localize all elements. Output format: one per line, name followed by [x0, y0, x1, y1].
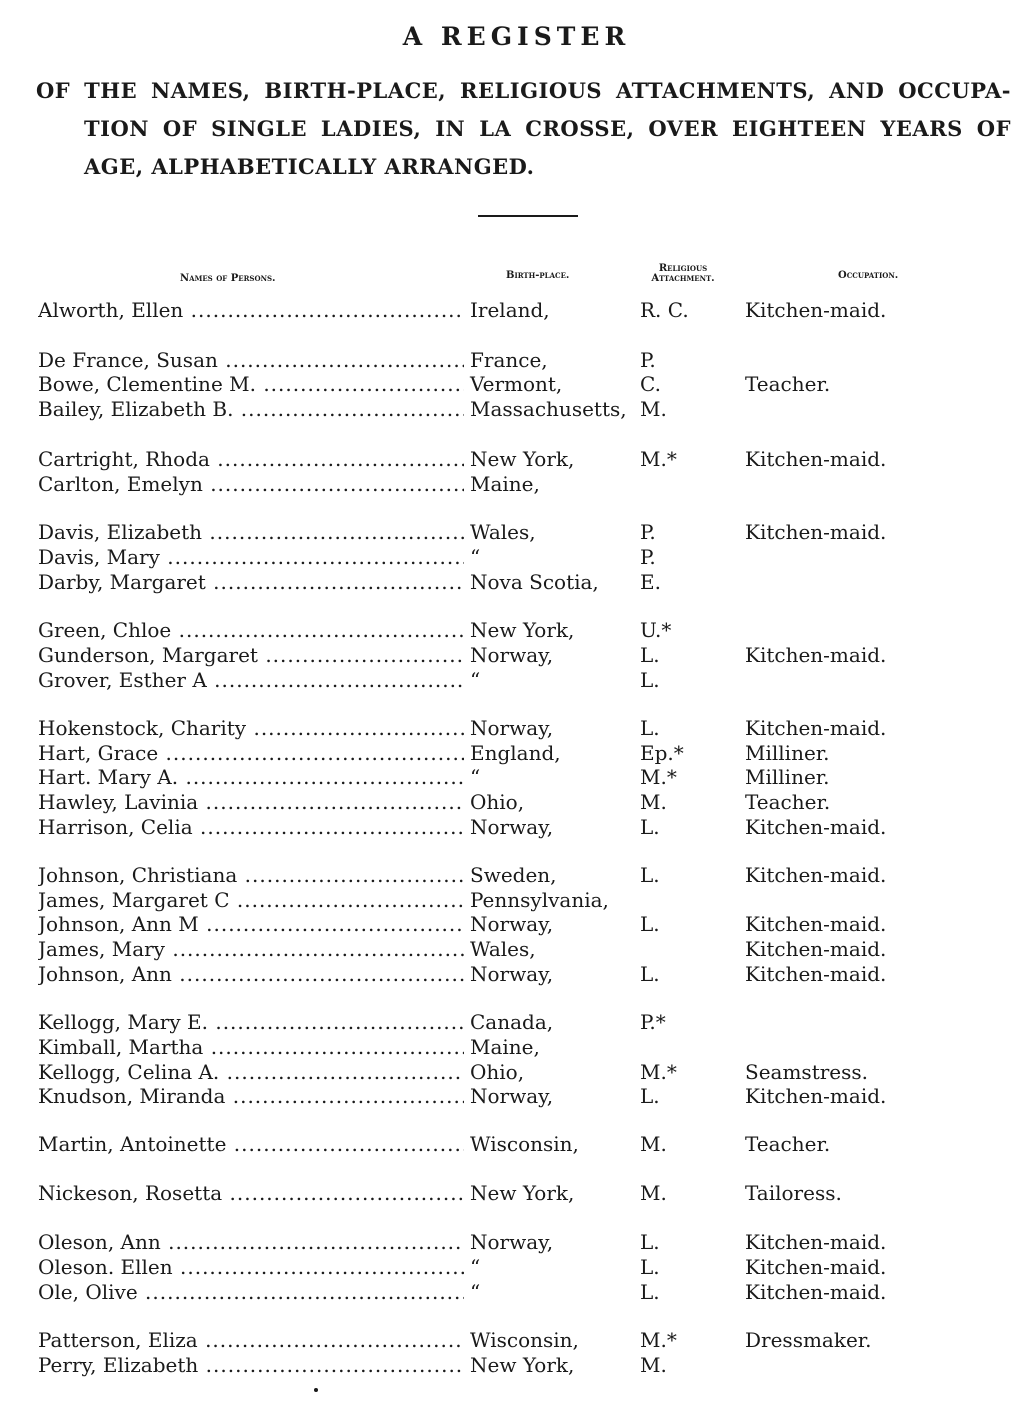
register-row — [0, 937, 1033, 961]
register-row — [0, 888, 1033, 912]
person-name: Hart. Mary A. ..... — [38, 765, 464, 789]
birth-place: Maine, — [470, 1035, 540, 1059]
religious-attachment: M. — [640, 1132, 667, 1156]
birth-place: France, — [470, 348, 548, 372]
religious-attachment: L. — [640, 1255, 660, 1279]
religious-attachment: P. — [640, 545, 656, 569]
person-name: Perry, Elizabeth ..... — [38, 1353, 464, 1377]
person-name: Davis, Mary ..... — [38, 545, 464, 569]
occupation: Seamstress. — [745, 1060, 869, 1084]
person-name: Martin, Antoinette ..... — [38, 1132, 464, 1156]
person-name: Johnson, Christiana ..... — [38, 863, 464, 887]
birth-place: Norway, — [470, 815, 554, 839]
birth-place: Wisconsin, — [470, 1132, 579, 1156]
birth-place: Pennsylvania, — [470, 888, 609, 912]
religious-attachment: C. — [640, 372, 661, 396]
religious-attachment: L. — [640, 1230, 660, 1254]
religious-attachment: M. — [640, 1181, 667, 1205]
birth-place: New York, — [470, 447, 575, 471]
birth-place: Wales, — [470, 937, 536, 961]
occupation: Kitchen-maid. — [745, 912, 887, 936]
register-row — [0, 643, 1033, 667]
religious-attachment: M. — [640, 397, 667, 421]
person-name: Kellogg, Mary E. ..... — [38, 1010, 464, 1034]
occupation: Kitchen-maid. — [745, 298, 887, 322]
register-row — [0, 741, 1033, 765]
occupation: Milliner. — [745, 765, 830, 789]
register-row — [0, 1181, 1033, 1205]
occupation: Dressmaker. — [745, 1328, 872, 1352]
register-title: A REGISTER — [402, 22, 631, 51]
person-name: Bowe, Clementine M. ..... — [38, 372, 464, 396]
heading-line-3: AGE, ALPHABETICALLY ARRANGED. — [84, 154, 535, 179]
birth-place: Maine, — [470, 472, 540, 496]
register-row — [0, 1280, 1033, 1304]
register-row — [0, 545, 1033, 569]
person-name: James, Mary ..... — [38, 937, 464, 961]
occupation: Teacher. — [745, 372, 831, 396]
register-row — [0, 1328, 1033, 1352]
register-row — [0, 668, 1033, 692]
register-row — [0, 348, 1033, 372]
religious-attachment: Ep.* — [640, 741, 684, 765]
occupation: Kitchen-maid. — [745, 716, 887, 740]
person-name: Hawley, Lavinia ..... — [38, 790, 464, 814]
person-name: Ole, Olive ..... — [38, 1280, 464, 1304]
register-row — [0, 1353, 1033, 1377]
religious-attachment: R. C. — [640, 298, 689, 322]
person-name: Cartright, Rhoda ..... — [38, 447, 464, 471]
birth-place: Wisconsin, — [470, 1328, 579, 1352]
birth-place: Norway, — [470, 962, 554, 986]
occupation: Teacher. — [745, 790, 831, 814]
birth-place: Wales, — [470, 520, 536, 544]
column-header-occupation: Occupation. — [838, 270, 899, 281]
religious-attachment: L. — [640, 1280, 660, 1304]
heading-line-1: OF THE NAMES, BIRTH-PLACE, RELIGIOUS ATTACHMENTS, AND OCCUPA- — [36, 78, 1011, 103]
register-row — [0, 1084, 1033, 1108]
person-name: De France, Susan ..... — [38, 348, 464, 372]
occupation: Milliner. — [745, 741, 830, 765]
religious-attachment: M.* — [640, 765, 677, 789]
occupation: Tailoress. — [745, 1181, 842, 1205]
register-row — [0, 863, 1033, 887]
person-name: Carlton, Emelyn ..... — [38, 472, 464, 496]
birth-place: Norway, — [470, 1084, 554, 1108]
birth-place: Sweden, — [470, 863, 557, 887]
title-divider — [478, 215, 578, 217]
religious-attachment: M.* — [640, 1060, 677, 1084]
religious-attachment: U.* — [640, 618, 672, 642]
religious-attachment: L. — [640, 912, 660, 936]
register-row — [0, 570, 1033, 594]
occupation: Kitchen-maid. — [745, 1084, 887, 1108]
register-row — [0, 1060, 1033, 1084]
birth-place: Vermont, — [470, 372, 563, 396]
person-name: Johnson, Ann M ..... — [38, 912, 464, 936]
heading-line-2: TION OF SINGLE LADIES, IN LA CROSSE, OVER EIGHTEEN YEARS OF — [84, 116, 1011, 141]
person-name: Nickeson, Rosetta ..... — [38, 1181, 464, 1205]
birth-place: “ — [470, 668, 481, 692]
birth-place: England, — [470, 741, 561, 765]
religious-attachment: L. — [640, 1084, 660, 1108]
register-row — [0, 1255, 1033, 1279]
religious-attachment: P. — [640, 348, 656, 372]
birth-place: New York, — [470, 618, 575, 642]
religious-attachment: L. — [640, 643, 660, 667]
register-row — [0, 520, 1033, 544]
religious-attachment: M. — [640, 790, 667, 814]
register-row — [0, 372, 1033, 396]
person-name: Darby, Margaret ..... — [38, 570, 464, 594]
register-row — [0, 765, 1033, 789]
column-header-birthplace: Birth-place. — [506, 270, 570, 281]
person-name: Kellogg, Celina A. ..... — [38, 1060, 464, 1084]
person-name: Oleson, Ann ..... — [38, 1230, 464, 1254]
religious-attachment: L. — [640, 962, 660, 986]
register-row — [0, 397, 1033, 421]
occupation: Kitchen-maid. — [745, 937, 887, 961]
register-row — [0, 472, 1033, 496]
birth-place: “ — [470, 545, 481, 569]
birth-place: Norway, — [470, 1230, 554, 1254]
religious-attachment: M. — [640, 1353, 667, 1377]
register-row — [0, 1230, 1033, 1254]
birth-place: New York, — [470, 1353, 575, 1377]
person-name: Kimball, Martha ..... — [38, 1035, 464, 1059]
occupation: Kitchen-maid. — [745, 962, 887, 986]
birth-place: Norway, — [470, 912, 554, 936]
religious-attachment: P.* — [640, 1010, 666, 1034]
register-row — [0, 618, 1033, 642]
religious-attachment: L. — [640, 668, 660, 692]
register-row — [0, 1132, 1033, 1156]
person-name: Johnson, Ann ..... — [38, 962, 464, 986]
occupation: Kitchen-maid. — [745, 520, 887, 544]
religious-attachment: E. — [640, 570, 661, 594]
stray-dot — [314, 1388, 318, 1392]
birth-place: Ohio, — [470, 790, 525, 814]
birth-place: Ireland, — [470, 298, 550, 322]
birth-place: Canada, — [470, 1010, 554, 1034]
register-row — [0, 298, 1033, 322]
column-header-names: Names of Persons. — [180, 273, 276, 284]
register-row — [0, 912, 1033, 936]
religious-attachment: M.* — [640, 1328, 677, 1352]
person-name: Grover, Esther A ..... — [38, 668, 464, 692]
religious-attachment: M.* — [640, 447, 677, 471]
person-name: Bailey, Elizabeth B. ..... — [38, 397, 464, 421]
register-row — [0, 815, 1033, 839]
birth-place: Massachusetts, — [470, 397, 627, 421]
person-name: Oleson. Ellen ..... — [38, 1255, 464, 1279]
occupation: Kitchen-maid. — [745, 1280, 887, 1304]
occupation: Teacher. — [745, 1132, 831, 1156]
register-row — [0, 1035, 1033, 1059]
person-name: Knudson, Miranda ..... — [38, 1084, 464, 1108]
occupation: Kitchen-maid. — [745, 643, 887, 667]
birth-place: Nova Scotia, — [470, 570, 599, 594]
birth-place: New York, — [470, 1181, 575, 1205]
person-name: Hart, Grace ..... — [38, 741, 464, 765]
person-name: Harrison, Celia ..... — [38, 815, 464, 839]
register-row — [0, 716, 1033, 740]
register-row — [0, 447, 1033, 471]
person-name: Green, Chloe ..... — [38, 618, 464, 642]
birth-place: “ — [470, 1280, 481, 1304]
column-header-religious-line-2: Attachment. — [651, 273, 715, 284]
occupation: Kitchen-maid. — [745, 447, 887, 471]
person-name: Alworth, Ellen ..... — [38, 298, 464, 322]
register-row — [0, 790, 1033, 814]
religious-attachment: L. — [640, 863, 660, 887]
birth-place: Norway, — [470, 643, 554, 667]
religious-attachment: L. — [640, 815, 660, 839]
religious-attachment: P. — [640, 520, 656, 544]
occupation: Kitchen-maid. — [745, 1255, 887, 1279]
occupation: Kitchen-maid. — [745, 815, 887, 839]
person-name: Patterson, Eliza ..... — [38, 1328, 464, 1352]
person-name: Davis, Elizabeth ..... — [38, 520, 464, 544]
birth-place: “ — [470, 765, 481, 789]
occupation: Kitchen-maid. — [745, 1230, 887, 1254]
register-row — [0, 1010, 1033, 1034]
person-name: Gunderson, Margaret ..... — [38, 643, 464, 667]
person-name: Hokenstock, Charity ..... — [38, 716, 464, 740]
person-name: James, Margaret C ..... — [38, 888, 464, 912]
register-heading — [36, 72, 1011, 186]
birth-place: “ — [470, 1255, 481, 1279]
birth-place: Norway, — [470, 716, 554, 740]
register-row — [0, 962, 1033, 986]
occupation: Kitchen-maid. — [745, 863, 887, 887]
column-header-religious — [636, 264, 730, 284]
column-header-religious-line-1: Religious — [658, 263, 708, 274]
religious-attachment: L. — [640, 716, 660, 740]
birth-place: Ohio, — [470, 1060, 525, 1084]
